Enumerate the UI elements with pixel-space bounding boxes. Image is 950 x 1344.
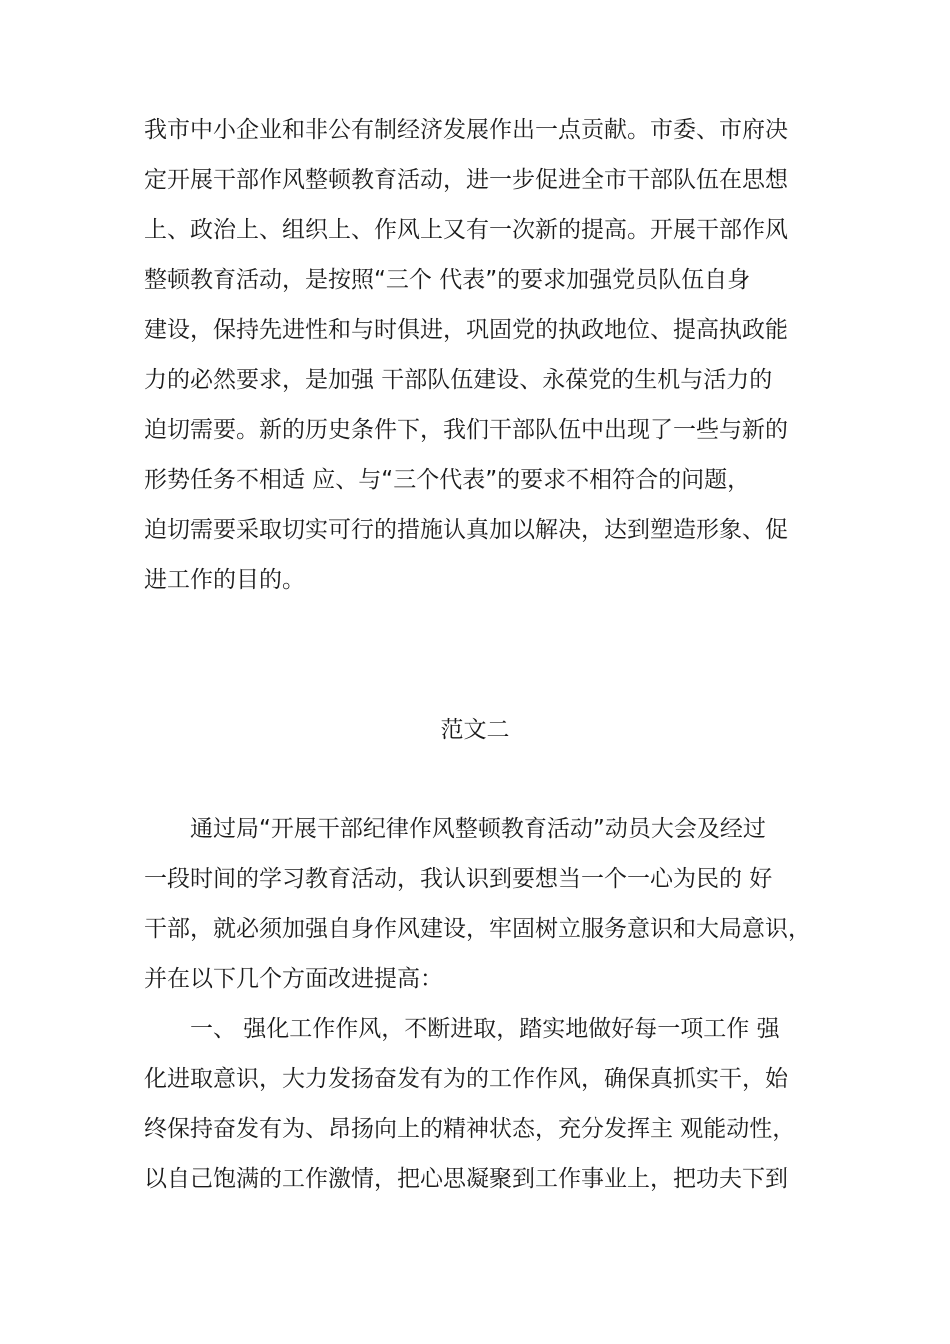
paragraph-intro [144, 804, 814, 1204]
text-line: 迫切需要采取切实可行的措施认真加以解决，达到塑造形象、促 [144, 517, 788, 543]
text-line: 迫切需要。新的历史条件下，我们干部队伍中出现了一些与新的 [144, 417, 788, 443]
text-line: 化进取意识，大力发扬奋发有为的工作作风，确保真抓实干，始 [144, 1066, 788, 1092]
text-line: 我市中小企业和非公有制经济发展作出一点贡献。市委、市府决 [144, 117, 788, 143]
text-line: 力的必然要求，是加强 干部队伍建设、永葆党的生机与活力的 [144, 367, 773, 393]
text-line: 整顿教育活动，是按照“三个 代表”的要求加强党员队伍自身 [144, 267, 751, 293]
text-line: 建设，保持先进性和与时俱进，巩固党的执政地位、提高执政能 [144, 317, 788, 343]
text-line: 进工作的目的。 [144, 567, 305, 593]
text-line: 终保持奋发有为、昂扬向上的精神状态，充分发挥主 观能动性， [144, 1116, 796, 1142]
text-line: 以自己饱满的工作激情，把心思凝聚到工作事业上，把功夫下到 [144, 1166, 788, 1192]
text-line: 上、政治上、组织上、作风上又有一次新的提高。开展干部作风 [144, 217, 788, 243]
text-line: 并在以下几个方面改进提高： [144, 966, 443, 992]
text-line: 一段时间的学习教育活动，我认识到要想当一个一心为民的 好 [144, 866, 773, 892]
text-line: 干部，就必须加强自身作风建设，牢固树立服务意识和大局意识， [144, 916, 811, 942]
section-heading: 范文二 [440, 717, 510, 743]
text-line: 一、 强化工作作风，不断进取，踏实地做好每一项工作 强 [190, 1016, 780, 1042]
paragraph-continued [144, 105, 814, 605]
text-line: 定开展干部作风整顿教育活动，进一步促进全市干部队伍在思想 [144, 167, 788, 193]
text-line: 形势任务不相适 应、与“三个代表”的要求不相符合的问题， [144, 467, 751, 493]
text-line: 通过局“开展干部纪律作风整顿教育活动”动员大会及经过 [190, 816, 766, 842]
